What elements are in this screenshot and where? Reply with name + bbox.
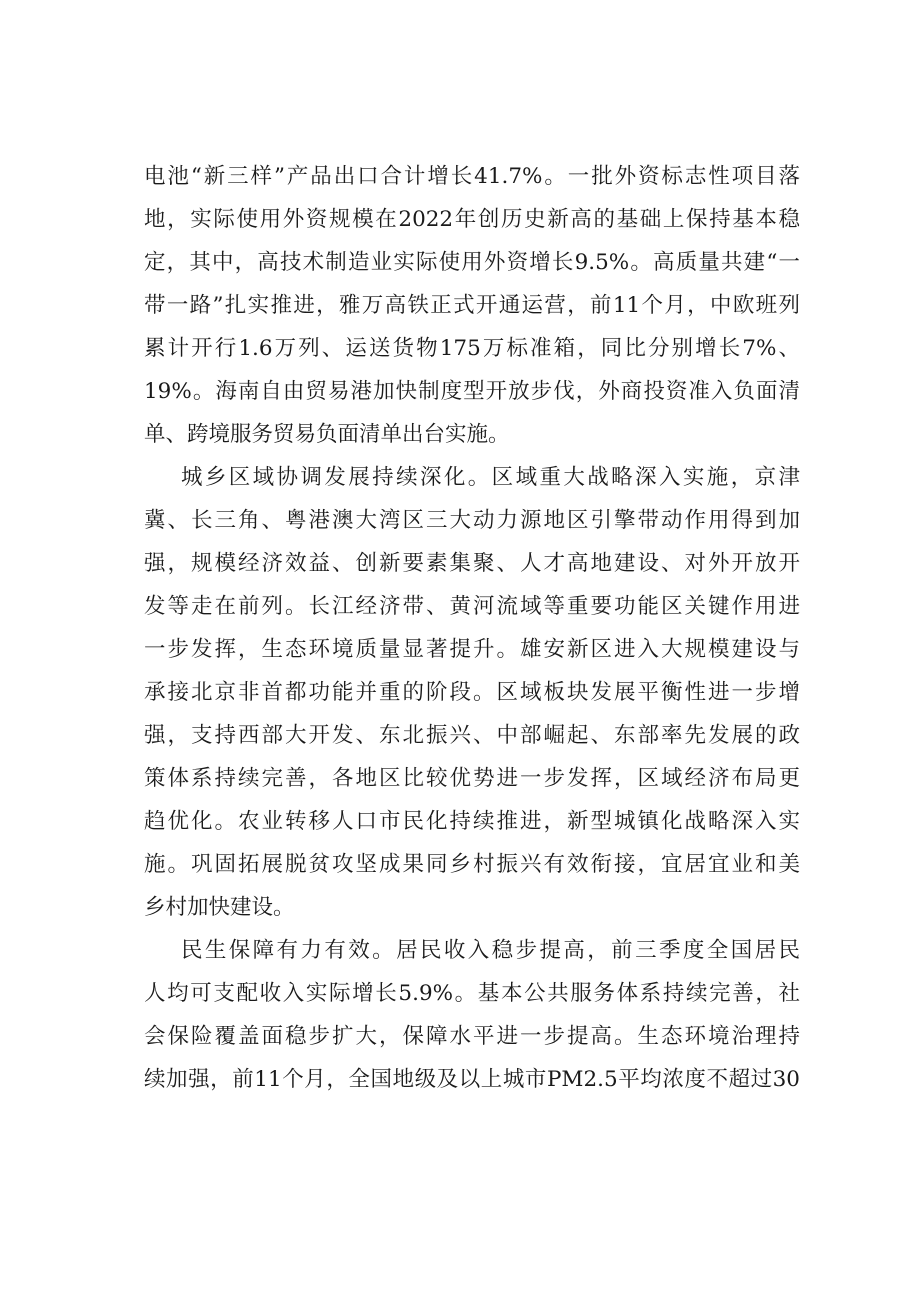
text-line-20: 人均可支配收入实际增长5.9%。基本公共服务体系持续完善，社 [144,981,800,1006]
text-line-22: 续加强，前11个月，全国地级及以上城市PM2.5平均浓度不超过30 [144,1067,800,1092]
text-line-21: 会保险覆盖面稳步扩大，保障水平进一步提高。生态环境治理持 [144,1024,800,1049]
text-line-6: 19%。海南自由贸易港加快制度型开放步伐，外商投资准入负面清 [144,379,800,404]
text-line-3: 定，其中，高技术制造业实际使用外资增长9.5%。高质量共建“一 [144,250,800,275]
text-line-7: 单、跨境服务贸易负面清单出台实施。 [144,422,510,447]
text-line-2: 地，实际使用外资规模在2022年创历史新高的基础上保持基本稳 [144,207,800,232]
body-text [144,155,800,1101]
text-line-17: 施。巩固拓展脱贫攻坚成果同乡村振兴有效衔接，宜居宜业和美 [144,852,800,877]
text-line-18: 乡村加快建设。 [144,895,295,920]
text-line-4: 带一路”扎实推进，雅万高铁正式开通运营，前11个月，中欧班列 [144,293,800,318]
text-line-12: 一步发挥，生态环境质量显著提升。雄安新区进入大规模建设与 [144,637,800,662]
text-line-13: 承接北京非首都功能并重的阶段。区域板块发展平衡性进一步增 [144,680,800,705]
text-line-1: 电池“新三样”产品出口合计增长41.7%。一批外资标志性项目落 [144,164,800,189]
text-line-8: 城乡区域协调发展持续深化。区域重大战略深入实施，京津 [144,465,800,490]
text-line-19: 民生保障有力有效。居民收入稳步提高，前三季度全国居民 [144,938,800,963]
text-line-11: 发等走在前列。长江经济带、黄河流域等重要功能区关键作用进 [144,594,800,619]
text-line-15: 策体系持续完善，各地区比较优势进一步发挥，区域经济布局更 [144,766,800,791]
text-line-9: 冀、长三角、粤港澳大湾区三大动力源地区引擎带动作用得到加 [144,508,800,533]
text-line-16: 趋优化。农业转移人口市民化持续推进，新型城镇化战略深入实 [144,809,800,834]
text-line-5: 累计开行1.6万列、运送货物175万标准箱，同比分别增长7%、 [144,336,800,361]
text-line-14: 强，支持西部大开发、东北振兴、中部崛起、东部率先发展的政 [144,723,800,748]
text-line-10: 强，规模经济效益、创新要素集聚、人才高地建设、对外开放开 [144,551,800,576]
